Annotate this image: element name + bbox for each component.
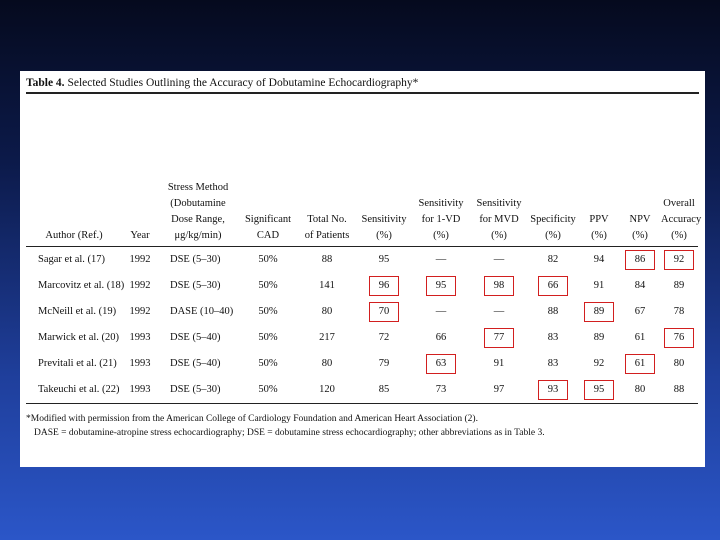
table-cell — [238, 273, 298, 299]
table-cell — [660, 325, 698, 351]
cell-value: DSE (5–30) — [170, 384, 221, 395]
highlighted-value: 86 — [625, 250, 655, 270]
table-cell — [470, 273, 528, 299]
table-cell — [298, 273, 356, 299]
cell-value: 85 — [378, 384, 390, 395]
table-cell — [412, 325, 470, 351]
table-cell — [356, 351, 412, 377]
cell-value: 1992 — [129, 306, 151, 317]
footnote-source: *Modified with permission from the American College of Cardiology Foundation and American Heart Association (2). — [26, 414, 478, 424]
table-cell — [238, 351, 298, 377]
table-cell — [528, 351, 578, 377]
cell-value: 79 — [378, 358, 390, 369]
cell-value: 50% — [258, 306, 278, 317]
footnote-abbreviations: DASE = dobutamine-atropine stress echocardiography; DSE = dobutamine stress echocardiography; other abbreviations as in Table 3. — [34, 428, 545, 438]
cell-value: 83 — [547, 332, 559, 343]
table-cell — [528, 377, 578, 404]
table-cell — [412, 299, 470, 325]
column-header — [578, 94, 620, 247]
table-cell — [578, 325, 620, 351]
cell-value: 1992 — [129, 254, 151, 265]
column-header — [122, 94, 158, 247]
table-cell — [412, 351, 470, 377]
table-cell — [122, 273, 158, 299]
table-header-row — [26, 94, 698, 247]
highlighted-value: 77 — [484, 328, 514, 348]
column-header-label: Sensitivity for 1-VD (%) — [418, 198, 464, 241]
table-cell — [122, 247, 158, 274]
cell-value: 91 — [593, 280, 605, 291]
table-row — [26, 351, 698, 377]
table-cell — [470, 247, 528, 274]
highlighted-value: 89 — [584, 302, 614, 322]
cell-value: 50% — [258, 254, 278, 265]
cell-value: 84 — [634, 280, 646, 291]
table-cell — [620, 377, 660, 404]
highlighted-value: 61 — [625, 354, 655, 374]
cell-value: 67 — [634, 306, 646, 317]
column-header — [412, 94, 470, 247]
table-cell — [356, 247, 412, 274]
column-header-label: Sensitivity for MVD (%) — [476, 198, 522, 241]
table-cell — [122, 299, 158, 325]
highlighted-value: 70 — [369, 302, 399, 322]
table-cell — [578, 299, 620, 325]
column-header-label: Specificity (%) — [530, 214, 576, 241]
cell-value: Marwick et al. (20) — [38, 332, 120, 343]
cell-value: 50% — [258, 358, 278, 369]
column-header — [660, 94, 702, 247]
table-cell — [356, 325, 412, 351]
table-cell — [470, 351, 528, 377]
table-cell — [298, 247, 356, 274]
table-cell — [26, 351, 122, 377]
table-row — [26, 299, 698, 325]
table-cell — [660, 351, 698, 377]
cell-value: 80 — [321, 358, 333, 369]
table-cell — [158, 299, 238, 325]
column-header — [470, 94, 528, 247]
table-cell — [238, 377, 298, 404]
cell-value: 72 — [378, 332, 390, 343]
highlighted-value: 93 — [538, 380, 568, 400]
cell-value: 78 — [673, 306, 685, 317]
cell-value: 88 — [673, 384, 685, 395]
table-cell — [158, 377, 238, 404]
highlighted-value: 76 — [664, 328, 694, 348]
table-cell — [356, 273, 412, 299]
cell-value: 80 — [634, 384, 646, 395]
cell-value: — — [435, 306, 447, 317]
table-cell — [412, 377, 470, 404]
table-body — [26, 247, 698, 404]
table-cell — [470, 325, 528, 351]
cell-value: 1993 — [129, 358, 151, 369]
cell-value: McNeill et al. (19) — [38, 306, 117, 317]
column-header-label: PPV (%) — [589, 214, 609, 241]
table-cell — [356, 299, 412, 325]
cell-value: — — [493, 306, 505, 317]
column-header — [26, 94, 122, 247]
cell-value: — — [493, 254, 505, 265]
table-cell — [122, 351, 158, 377]
cell-value: Previtali et al. (21) — [38, 358, 117, 369]
cell-value: 80 — [673, 358, 685, 369]
table-cell — [528, 325, 578, 351]
column-header-label: NPV (%) — [629, 214, 651, 241]
table-cell — [578, 247, 620, 274]
table-cell — [298, 351, 356, 377]
cell-value: — — [435, 254, 447, 265]
cell-value: 92 — [593, 358, 605, 369]
table-cell — [620, 325, 660, 351]
cell-value: DSE (5–30) — [170, 254, 221, 265]
table-cell — [660, 377, 698, 404]
column-header — [620, 94, 660, 247]
table-cell — [356, 377, 412, 404]
table-cell — [660, 299, 698, 325]
column-header — [158, 94, 238, 247]
table-label: Table 4. — [26, 77, 65, 89]
cell-value: 89 — [673, 280, 685, 291]
cell-value: 82 — [547, 254, 559, 265]
cell-value: Marcovitz et al. (18) — [38, 280, 125, 291]
footnotes — [26, 404, 699, 440]
column-header — [528, 94, 578, 247]
column-header — [356, 94, 412, 247]
column-header-label: Author (Ref.) — [45, 230, 103, 241]
table-cell — [470, 377, 528, 404]
cell-value: 50% — [258, 280, 278, 291]
column-header-label: Significant CAD — [244, 214, 292, 241]
table-cell — [660, 273, 698, 299]
highlighted-value: 66 — [538, 276, 568, 296]
table-cell — [578, 377, 620, 404]
table-row — [26, 377, 698, 404]
table-cell — [238, 325, 298, 351]
cell-value: 1993 — [129, 384, 151, 395]
cell-value: 80 — [321, 306, 333, 317]
cell-value: 1992 — [129, 280, 151, 291]
highlighted-value: 98 — [484, 276, 514, 296]
table-cell — [26, 377, 122, 404]
highlighted-value: 95 — [584, 380, 614, 400]
cell-value: 50% — [258, 332, 278, 343]
table-cell — [238, 299, 298, 325]
cell-value: 95 — [378, 254, 390, 265]
column-header-label: Year — [130, 230, 150, 241]
table-cell — [620, 247, 660, 274]
cell-value: 83 — [547, 358, 559, 369]
table-cell — [26, 247, 122, 274]
cell-value: 66 — [435, 332, 447, 343]
column-header — [298, 94, 356, 247]
table-cell — [528, 299, 578, 325]
table-cell — [26, 273, 125, 299]
column-header-label: Overall Accuracy (%) — [661, 198, 702, 241]
table-caption — [26, 77, 699, 94]
table-row — [26, 325, 698, 351]
cell-value: 217 — [319, 332, 335, 343]
cell-value: 61 — [634, 332, 646, 343]
cell-value: 141 — [319, 280, 335, 291]
cell-value: 94 — [593, 254, 605, 265]
table-cell — [158, 273, 238, 299]
table-cell — [620, 351, 660, 377]
column-header-label: Stress Method (Dobutamine Dose Range, μg/kg/min) — [167, 182, 229, 241]
cell-value: 88 — [547, 306, 559, 317]
table-cell — [660, 247, 698, 274]
table-row — [26, 273, 698, 299]
cell-value: 88 — [321, 254, 333, 265]
table-cell — [158, 325, 238, 351]
table-cell — [122, 377, 158, 404]
table-cell — [528, 273, 578, 299]
cell-value: DSE (5–40) — [170, 358, 221, 369]
highlighted-value: 63 — [426, 354, 456, 374]
cell-value: Takeuchi et al. (22) — [38, 384, 120, 395]
cell-value: 120 — [319, 384, 335, 395]
cell-value: DASE (10–40) — [170, 306, 234, 317]
cell-value: 89 — [593, 332, 605, 343]
table-cell — [26, 299, 122, 325]
table-row — [26, 247, 698, 274]
table-cell — [298, 299, 356, 325]
column-header-label: Total No. of Patients — [304, 214, 350, 241]
table-cell — [578, 351, 620, 377]
table-cell — [298, 325, 356, 351]
highlighted-value: 96 — [369, 276, 399, 296]
cell-value: 1993 — [129, 332, 151, 343]
table-cell — [158, 247, 238, 274]
highlighted-value: 92 — [664, 250, 694, 270]
table-cell — [238, 247, 298, 274]
table-cell — [528, 247, 578, 274]
column-header-label: Sensitivity (%) — [361, 214, 407, 241]
table-slide — [20, 71, 705, 467]
table-cell — [620, 273, 660, 299]
accuracy-table — [26, 94, 702, 404]
table-cell — [158, 351, 238, 377]
table-cell — [122, 325, 158, 351]
table-cell — [578, 273, 620, 299]
column-header — [238, 94, 298, 247]
table-cell — [412, 247, 470, 274]
cell-value: DSE (5–40) — [170, 332, 221, 343]
cell-value: Sagar et al. (17) — [38, 254, 106, 265]
table-title: Selected Studies Outlining the Accuracy of Dobutamine Echocardiography* — [67, 77, 419, 89]
cell-value: 91 — [493, 358, 505, 369]
table-cell — [620, 299, 660, 325]
table-cell — [412, 273, 470, 299]
table-cell — [470, 299, 528, 325]
cell-value: 73 — [435, 384, 447, 395]
cell-value: 50% — [258, 384, 278, 395]
cell-value: DSE (5–30) — [170, 280, 221, 291]
table-cell — [298, 377, 356, 404]
highlighted-value: 95 — [426, 276, 456, 296]
table-cell — [26, 325, 122, 351]
cell-value: 97 — [493, 384, 505, 395]
